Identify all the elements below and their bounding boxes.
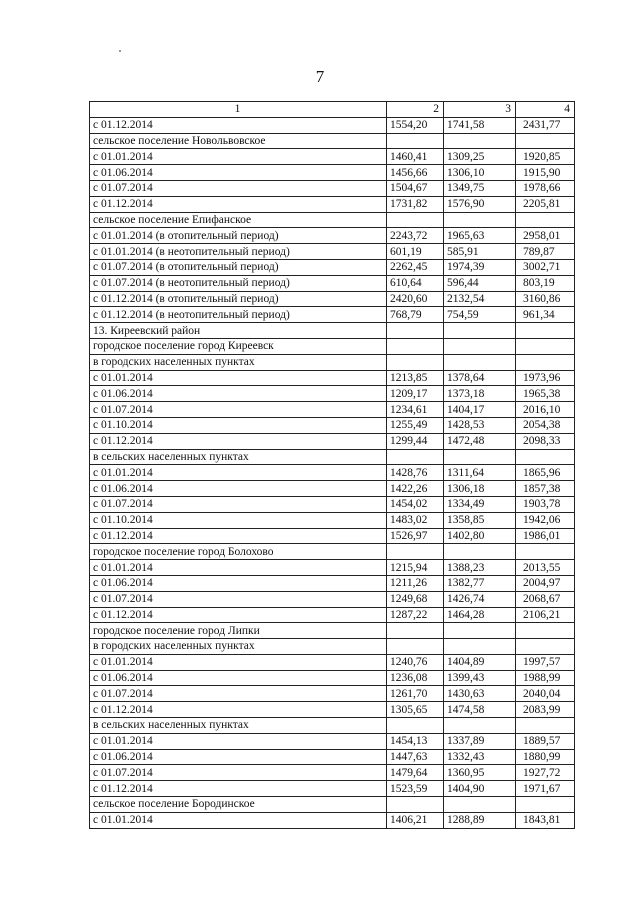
table-row: [90, 291, 575, 307]
col3-value: 1402,80: [444, 528, 516, 544]
col3-value: 1388,23: [444, 560, 516, 576]
col4-value: 2068,67: [516, 591, 575, 607]
col4-value: 2040,04: [516, 686, 575, 702]
row-label: в городских населенных пунктах: [90, 639, 387, 655]
col4-value: 1942,06: [516, 512, 575, 528]
row-label: с 01.12.2014: [90, 117, 387, 133]
row-label: с 01.12.2014: [90, 433, 387, 449]
table-row: [90, 591, 575, 607]
table-row: [90, 244, 575, 260]
row-label: с 01.07.2014: [90, 496, 387, 512]
col3-value: 1464,28: [444, 607, 516, 623]
row-label: с 01.10.2014: [90, 417, 387, 433]
col4-value: [516, 797, 575, 813]
col3-value: 1404,90: [444, 781, 516, 797]
col2-value: 1554,20: [387, 117, 444, 133]
table-row: [90, 386, 575, 402]
col2-value: [387, 639, 444, 655]
col2-value: 1240,76: [387, 654, 444, 670]
col4-value: 1920,85: [516, 149, 575, 165]
table-row: [90, 433, 575, 449]
col3-value: 1430,63: [444, 686, 516, 702]
col3-value: 1399,43: [444, 670, 516, 686]
col3-value: 1309,25: [444, 149, 516, 165]
col4-value: 803,19: [516, 275, 575, 291]
row-label: в городских населенных пунктах: [90, 354, 387, 370]
table-row: [90, 133, 575, 149]
row-label: с 01.07.2014: [90, 591, 387, 607]
col3-value: 1426,74: [444, 591, 516, 607]
col4-value: 3002,71: [516, 259, 575, 275]
col2-value: [387, 338, 444, 354]
col3-value: 1306,18: [444, 481, 516, 497]
col4-value: 1865,96: [516, 465, 575, 481]
col3-value: 2132,54: [444, 291, 516, 307]
row-label: с 01.07.2014: [90, 402, 387, 418]
col4-value: 1857,38: [516, 481, 575, 497]
row-label: с 01.07.2014: [90, 180, 387, 196]
col2-value: 2243,72: [387, 228, 444, 244]
scan-speck: [119, 50, 121, 52]
col2-value: 610,64: [387, 275, 444, 291]
col4-value: [516, 338, 575, 354]
table-row: [90, 686, 575, 702]
table-row: [90, 354, 575, 370]
col3-value: 1306,10: [444, 165, 516, 181]
col2-value: 1211,26: [387, 575, 444, 591]
col4-value: 1965,38: [516, 386, 575, 402]
col2-value: 1255,49: [387, 417, 444, 433]
col3-value: 585,91: [444, 244, 516, 260]
col2-value: 1526,97: [387, 528, 444, 544]
table-row: [90, 654, 575, 670]
row-label: сельское поселение Новольвовское: [90, 133, 387, 149]
col4-value: [516, 449, 575, 465]
row-label: сельское поселение Епифанское: [90, 212, 387, 228]
col2-value: 1213,85: [387, 370, 444, 386]
col4-value: [516, 354, 575, 370]
row-label: с 01.06.2014: [90, 749, 387, 765]
col2-value: 1305,65: [387, 702, 444, 718]
col3-value: 1358,85: [444, 512, 516, 528]
col3-value: [444, 718, 516, 734]
col4-value: 1927,72: [516, 765, 575, 781]
table-row: [90, 149, 575, 165]
col2-value: 1456,66: [387, 165, 444, 181]
col4-value: 1986,01: [516, 528, 575, 544]
col2-value: 1454,02: [387, 496, 444, 512]
col4-value: [516, 544, 575, 560]
col3-value: [444, 212, 516, 228]
col4-value: 1988,99: [516, 670, 575, 686]
col2-value: 1236,08: [387, 670, 444, 686]
col2-value: 1479,64: [387, 765, 444, 781]
table-row: [90, 496, 575, 512]
col4-value: 1973,96: [516, 370, 575, 386]
col4-value: [516, 718, 575, 734]
row-label: городское поселение город Киреевск: [90, 338, 387, 354]
col3-value: [444, 623, 516, 639]
col2-value: 1249,68: [387, 591, 444, 607]
col2-value: [387, 323, 444, 339]
row-label: с 01.01.2014: [90, 812, 387, 828]
col3-value: 1334,49: [444, 496, 516, 512]
col4-value: 961,34: [516, 307, 575, 323]
col2-value: [387, 449, 444, 465]
col4-value: 2106,21: [516, 607, 575, 623]
col2-value: 601,19: [387, 244, 444, 260]
col2-value: 1428,76: [387, 465, 444, 481]
col4-value: 1903,78: [516, 496, 575, 512]
col2-value: [387, 212, 444, 228]
col4-value: 1971,67: [516, 781, 575, 797]
col3-value: 1474,58: [444, 702, 516, 718]
col3-value: 1404,89: [444, 654, 516, 670]
table-row: [90, 702, 575, 718]
table-row: [90, 259, 575, 275]
col3-value: 1378,64: [444, 370, 516, 386]
table-row: [90, 607, 575, 623]
table-row: [90, 512, 575, 528]
table-row: [90, 417, 575, 433]
table-row: [90, 481, 575, 497]
col3-value: 1382,77: [444, 575, 516, 591]
col4-value: 2958,01: [516, 228, 575, 244]
table-row: [90, 117, 575, 133]
col2-value: 1731,82: [387, 196, 444, 212]
col4-value: 1915,90: [516, 165, 575, 181]
col4-value: 1889,57: [516, 733, 575, 749]
col2-value: 1299,44: [387, 433, 444, 449]
col2-value: 1234,61: [387, 402, 444, 418]
table-row: [90, 323, 575, 339]
col3-value: [444, 323, 516, 339]
col2-value: 1460,41: [387, 149, 444, 165]
table-row: [90, 402, 575, 418]
col2-value: [387, 133, 444, 149]
col3-value: [444, 544, 516, 560]
row-label: сельское поселение Бородинское: [90, 797, 387, 813]
col3-value: 1337,89: [444, 733, 516, 749]
col2-value: 2420,60: [387, 291, 444, 307]
col2-value: 1406,21: [387, 812, 444, 828]
row-label: с 01.01.2014 (в неотопительный период): [90, 244, 387, 260]
row-label: с 01.06.2014: [90, 481, 387, 497]
row-label: с 01.01.2014: [90, 733, 387, 749]
row-label: с 01.12.2014 (в неотопительный период): [90, 307, 387, 323]
col4-value: [516, 639, 575, 655]
col4-value: 2205,81: [516, 196, 575, 212]
table-row: [90, 781, 575, 797]
table-row: [90, 733, 575, 749]
row-label: с 01.12.2014: [90, 196, 387, 212]
table-row: [90, 528, 575, 544]
row-label: с 01.07.2014 (в неотопительный период): [90, 275, 387, 291]
table-row: [90, 180, 575, 196]
col4-value: 2013,55: [516, 560, 575, 576]
col2-value: [387, 354, 444, 370]
header-cell-1: 1: [90, 102, 387, 118]
col2-value: 1209,17: [387, 386, 444, 402]
row-label: с 01.06.2014: [90, 670, 387, 686]
col3-value: 1741,58: [444, 117, 516, 133]
col3-value: [444, 354, 516, 370]
col4-value: 2054,38: [516, 417, 575, 433]
header-cell-4: 4: [516, 102, 575, 118]
col2-value: [387, 623, 444, 639]
col4-value: 3160,86: [516, 291, 575, 307]
table-row: [90, 228, 575, 244]
col3-value: 1576,90: [444, 196, 516, 212]
col2-value: 1422,26: [387, 481, 444, 497]
table-row: [90, 575, 575, 591]
row-label: с 01.12.2014: [90, 607, 387, 623]
col4-value: 1880,99: [516, 749, 575, 765]
row-label: с 01.06.2014: [90, 165, 387, 181]
table-row: [90, 623, 575, 639]
header-cell-2: 2: [387, 102, 444, 118]
table-row: [90, 560, 575, 576]
col4-value: 2004,97: [516, 575, 575, 591]
col3-value: 1472,48: [444, 433, 516, 449]
table-row: [90, 812, 575, 828]
col4-value: [516, 212, 575, 228]
col4-value: 1978,66: [516, 180, 575, 196]
row-label: с 01.10.2014: [90, 512, 387, 528]
table-row: [90, 544, 575, 560]
row-label: городское поселение город Болохово: [90, 544, 387, 560]
table-row: [90, 212, 575, 228]
table-row: [90, 165, 575, 181]
col4-value: 1843,81: [516, 812, 575, 828]
col4-value: 1997,57: [516, 654, 575, 670]
col3-value: [444, 797, 516, 813]
row-label: с 01.12.2014: [90, 702, 387, 718]
table-row: [90, 370, 575, 386]
col2-value: 2262,45: [387, 259, 444, 275]
col3-value: [444, 338, 516, 354]
col4-value: 2098,33: [516, 433, 575, 449]
col3-value: 1349,75: [444, 180, 516, 196]
col3-value: 1428,53: [444, 417, 516, 433]
col2-value: [387, 718, 444, 734]
col3-value: 1288,89: [444, 812, 516, 828]
header-cell-3: 3: [444, 102, 516, 118]
table-row: [90, 639, 575, 655]
row-label: 13. Киреевский район: [90, 323, 387, 339]
page-number: 7: [315, 67, 325, 86]
col2-value: [387, 544, 444, 560]
table-row: [90, 307, 575, 323]
col3-value: 1360,95: [444, 765, 516, 781]
row-label: с 01.12.2014: [90, 781, 387, 797]
table-row: [90, 465, 575, 481]
table-row: [90, 797, 575, 813]
col3-value: [444, 449, 516, 465]
col2-value: 1447,63: [387, 749, 444, 765]
table-row: [90, 275, 575, 291]
col4-value: 2016,10: [516, 402, 575, 418]
table-row: [90, 749, 575, 765]
row-label: с 01.12.2014: [90, 528, 387, 544]
table-header-row: [90, 102, 575, 118]
row-label: с 01.07.2014: [90, 686, 387, 702]
col3-value: [444, 639, 516, 655]
row-label: с 01.01.2014 (в отопительный период): [90, 228, 387, 244]
col3-value: 1965,63: [444, 228, 516, 244]
row-label: в сельских населенных пунктах: [90, 449, 387, 465]
col4-value: 789,87: [516, 244, 575, 260]
col4-value: 2431,77: [516, 117, 575, 133]
col3-value: 1974,39: [444, 259, 516, 275]
row-label: городское поселение город Липки: [90, 623, 387, 639]
col3-value: 1373,18: [444, 386, 516, 402]
table-row: [90, 338, 575, 354]
col3-value: 1311,64: [444, 465, 516, 481]
table-row: [90, 765, 575, 781]
row-label: с 01.01.2014: [90, 370, 387, 386]
col4-value: [516, 133, 575, 149]
table-row: [90, 670, 575, 686]
col2-value: [387, 797, 444, 813]
col4-value: [516, 323, 575, 339]
row-label: с 01.01.2014: [90, 465, 387, 481]
table-row: [90, 718, 575, 734]
col3-value: 1332,43: [444, 749, 516, 765]
col2-value: 1504,67: [387, 180, 444, 196]
row-label: с 01.01.2014: [90, 560, 387, 576]
col2-value: 768,79: [387, 307, 444, 323]
tariff-table: [89, 101, 575, 829]
col2-value: 1287,22: [387, 607, 444, 623]
col2-value: 1483,02: [387, 512, 444, 528]
col2-value: 1215,94: [387, 560, 444, 576]
row-label: с 01.06.2014: [90, 386, 387, 402]
col2-value: 1261,70: [387, 686, 444, 702]
table-row: [90, 449, 575, 465]
table-row: [90, 196, 575, 212]
col4-value: [516, 623, 575, 639]
row-label: с 01.01.2014: [90, 149, 387, 165]
col3-value: 754,59: [444, 307, 516, 323]
row-label: с 01.07.2014 (в отопительный период): [90, 259, 387, 275]
row-label: в сельских населенных пунктах: [90, 718, 387, 734]
row-label: с 01.06.2014: [90, 575, 387, 591]
col4-value: 2083,99: [516, 702, 575, 718]
col3-value: [444, 133, 516, 149]
row-label: с 01.12.2014 (в отопительный период): [90, 291, 387, 307]
row-label: с 01.01.2014: [90, 654, 387, 670]
col3-value: 596,44: [444, 275, 516, 291]
col3-value: 1404,17: [444, 402, 516, 418]
col2-value: 1454,13: [387, 733, 444, 749]
table-body: [90, 102, 575, 829]
col2-value: 1523,59: [387, 781, 444, 797]
row-label: с 01.07.2014: [90, 765, 387, 781]
